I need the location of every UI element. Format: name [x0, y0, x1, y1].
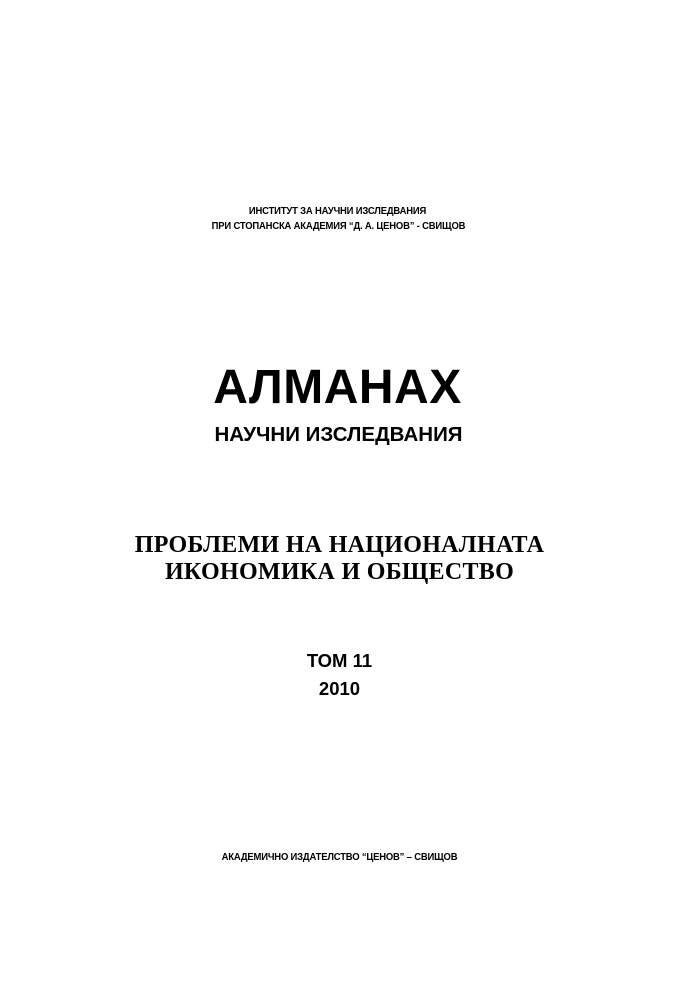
- almanac-title: АЛМАНАХ: [213, 361, 462, 414]
- publication-year: 2010: [318, 678, 361, 699]
- almanac-subtitle: НАУЧНИ ИЗСЛЕДВАНИЯ: [214, 423, 463, 446]
- institute-name-line-2: ПРИ СТОПАНСКА АКАДЕМИЯ “Д. А. ЦЕНОВ” - СВИЩОВ: [211, 220, 466, 232]
- topic-title-line-2: ИКОНОМИКА И ОБЩЕСТВО: [164, 559, 515, 585]
- volume-number: ТОМ 11: [306, 650, 373, 671]
- topic-title-line-1: ПРОБЛЕМИ НА НАЦИОНАЛНАТА: [134, 532, 545, 558]
- publisher-name: АКАДЕМИЧНО ИЗДАТЕЛСТВО “ЦЕНОВ” – СВИЩОВ: [221, 851, 458, 863]
- institute-name-line-1: ИНСТИТУТ ЗА НАУЧНИ ИЗСЛЕДВАНИЯ: [248, 205, 427, 217]
